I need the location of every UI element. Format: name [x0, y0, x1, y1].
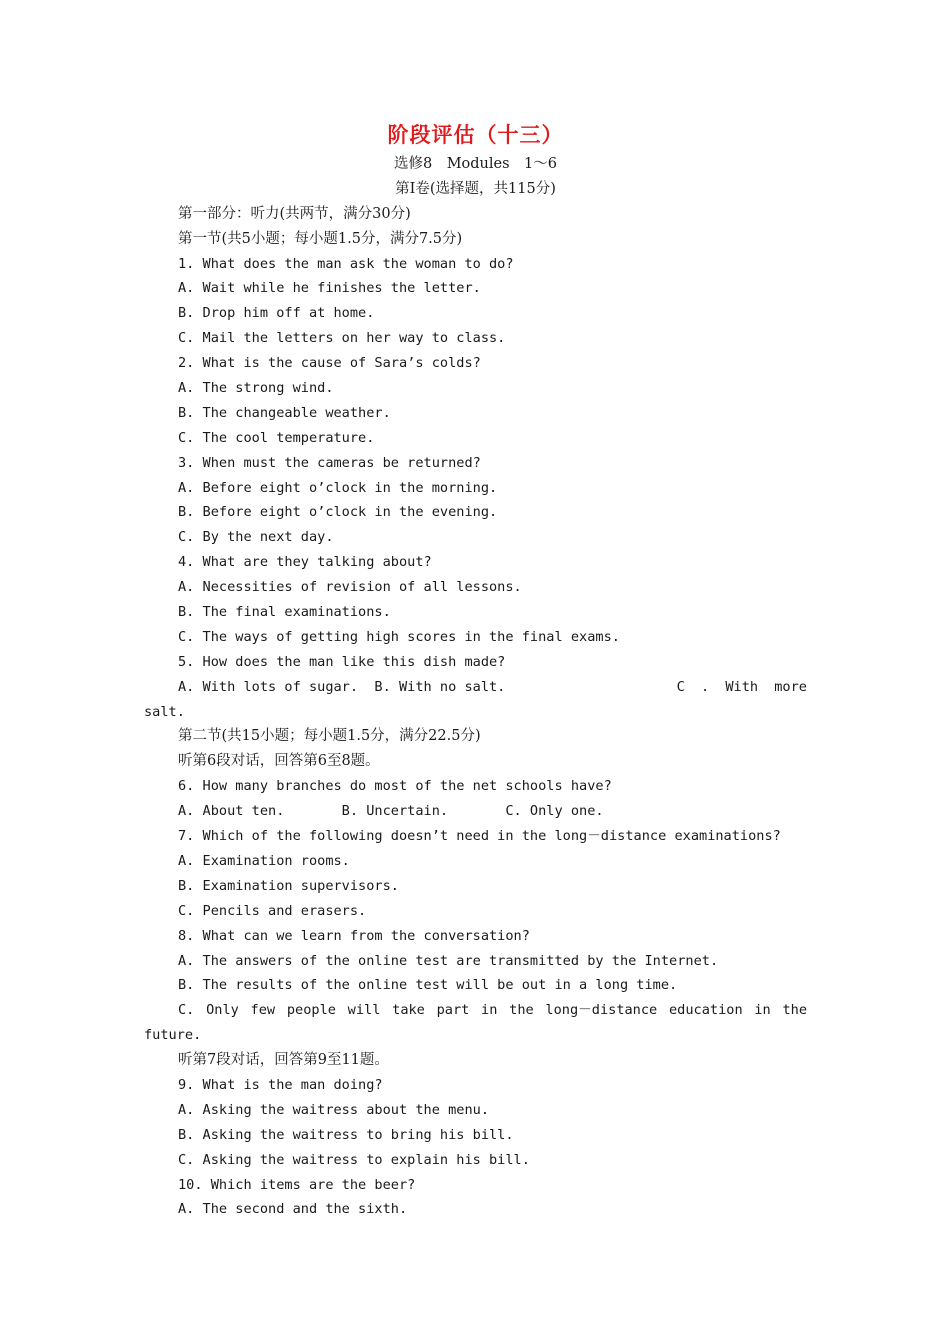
option-8b: B. The results of the online test will be out in a long time.: [178, 977, 678, 994]
question-6: 6. How many branches do most of the net schools have?: [178, 778, 612, 795]
subtitle: 选修8 Modules 1～6: [393, 156, 558, 172]
option-3a: A. Before eight o’clock in the morning.: [178, 479, 498, 496]
question-2: 2. What is the cause of Sara’s colds?: [178, 355, 481, 372]
option-5c: C . With more: [676, 678, 807, 695]
option-3c: C. By the next day.: [178, 529, 334, 546]
question-9: 9. What is the man doing?: [178, 1076, 383, 1093]
option-1c: C. Mail the letters on her way to class.: [178, 330, 506, 347]
option-2a: A. The strong wind.: [178, 380, 334, 397]
option-9c: C. Asking the waitress to explain his bill.: [178, 1151, 530, 1168]
option-7a: A. Examination rooms.: [178, 852, 350, 869]
section-heading-2: 第二节(共15小题；每小题1.5分，满分22.5分): [178, 728, 481, 745]
option-7c: C. Pencils and erasers.: [178, 902, 367, 919]
part-heading: 第一部分：听力(共两节，满分30分): [178, 205, 411, 222]
option-4b: B. The final examinations.: [178, 604, 391, 621]
options-5: [144, 675, 807, 700]
option-1b: B. Drop him off at home.: [178, 305, 375, 322]
option-7b: B. Examination supervisors.: [178, 877, 399, 894]
question-5: 5. How does the man like this dish made?: [178, 653, 506, 670]
option-9b: B. Asking the waitress to bring his bill.: [178, 1126, 514, 1143]
dialog-6-instruction: 听第6段对话，回答第6至8题。: [178, 753, 380, 770]
question-8: 8. What can we learn from the conversation?: [178, 927, 530, 944]
option-4c: C. The ways of getting high scores in the final exams.: [178, 628, 620, 645]
page-title: 阶段评估（十三）: [387, 122, 564, 147]
option-2c: C. The cool temperature.: [178, 429, 375, 446]
option-5ab: A. With lots of sugar. B. With no salt.: [178, 678, 506, 695]
option-8c-cont: future.: [144, 1027, 202, 1044]
volume-heading: 第Ⅰ卷(选择题，共115分): [395, 180, 556, 197]
option-3b: B. Before eight o’clock in the evening.: [178, 504, 498, 521]
option-8a: A. The answers of the online test are transmitted by the Internet.: [178, 952, 719, 969]
options-6: A. About ten. B. Uncertain. C. Only one.: [178, 803, 604, 820]
option-4a: A. Necessities of revision of all lessons.: [178, 579, 522, 596]
question-1: 1. What does the man ask the woman to do?: [178, 255, 514, 272]
exam-page: [144, 118, 807, 1222]
option-1a: A. Wait while he finishes the letter.: [178, 280, 481, 297]
question-4: 4. What are they talking about?: [178, 554, 432, 571]
option-8c: C. Only few people will take part in the long－distance education in the: [178, 1002, 807, 1019]
section-heading: 第一节(共5小题；每小题1.5分，满分7.5分): [178, 230, 463, 247]
option-9a: A. Asking the waitress about the menu.: [178, 1101, 489, 1118]
option-2b: B. The changeable weather.: [178, 404, 391, 421]
dialog-7-instruction: 听第7段对话，回答第9至11题。: [178, 1052, 389, 1069]
option-10a: A. The second and the sixth.: [178, 1201, 408, 1218]
option-5c-cont: salt.: [144, 703, 185, 720]
question-3: 3. When must the cameras be returned?: [178, 454, 481, 471]
question-7: 7. Which of the following doesn’t need in the long－distance examinations?: [178, 828, 781, 845]
question-10: 10. Which items are the beer?: [178, 1176, 416, 1193]
